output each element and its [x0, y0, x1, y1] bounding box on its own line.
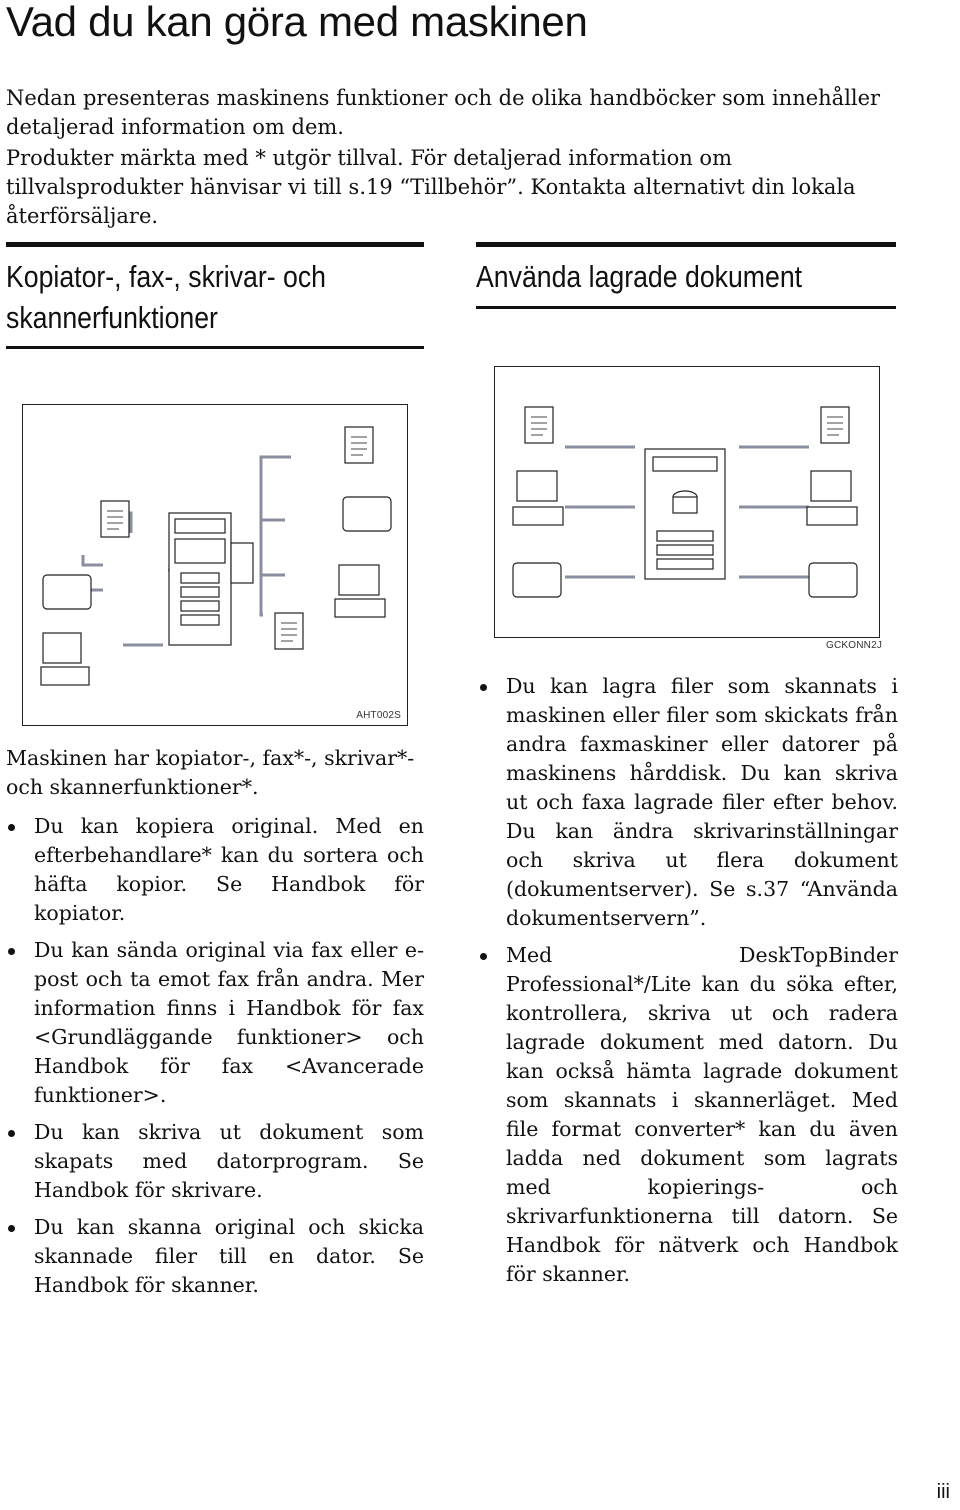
functions-illustration [22, 404, 408, 726]
connector-line [83, 555, 103, 565]
list-item: Du kan kopiera original. Med en efterbehandlare* kan du sortera och häfta kopior. Se Handbok för kopiator. [6, 812, 424, 928]
list-item: Du kan lagra filer som skannats i maskinen eller filer som skickats från andra faxmaskiner eller datorer på maskinens hårddisk. Du kan skriva ut och faxa lagrade filer efter behov. Du kan ändra skrivarinställningar och skriva ut flera dokument (dokumentserver). Se s.37 “Använda dokumentservern”. [478, 672, 898, 933]
connector-line [739, 447, 809, 577]
list-item: Du kan skriva ut dokument som skapats med datorprogram. Se Handbok för skrivare. [6, 1118, 424, 1205]
left-section-heading: Kopiator-, fax-, skrivar- och skannerfunktioner [6, 259, 327, 335]
right-heading-top-rule [476, 242, 896, 247]
connector-line [565, 447, 635, 577]
computer-monitor-icon [43, 633, 81, 663]
list-item: Du kan sända original via fax eller e-post och ta emot fax från andra. Mer information finns i Handbok för fax <Grundläggande funktioner> och Handbok för fax <Avancerade funktioner>. [6, 936, 424, 1110]
computer-monitor-icon [517, 471, 557, 501]
fax-machine-icon [513, 563, 561, 597]
figure-code-right: GCKONN2J [826, 640, 883, 651]
figure-code-left: AHT002S [356, 710, 401, 721]
functions-diagram [23, 405, 407, 725]
document-icon [101, 501, 129, 537]
right-bullet-list [478, 672, 898, 1289]
fax-machine-icon [809, 563, 857, 597]
fax-machine-icon [343, 497, 391, 531]
computer-base-icon [513, 507, 563, 525]
right-section-heading: Använda lagrade dokument [476, 259, 803, 294]
list-item: Du kan skanna original och skicka skannade filer till en dator. Se Handbok för skanner. [6, 1213, 424, 1300]
intro-paragraph-1: Nedan presenteras maskinens funktioner och de olika handböcker som innehåller detaljerad information om dem. [6, 86, 881, 139]
left-bullet-list [6, 812, 424, 1300]
connector-line [83, 590, 163, 645]
fax-machine-icon [43, 575, 91, 609]
document-icon [345, 427, 373, 463]
left-body [6, 744, 424, 1308]
document-icon [821, 407, 849, 443]
computer-base-icon [335, 599, 385, 617]
right-body [478, 672, 898, 1297]
left-heading-top-rule [6, 242, 424, 247]
computer-monitor-icon [339, 565, 379, 595]
left-lead-paragraph: Maskinen har kopiator-, fax*-, skrivar*- och skannerfunktioner*. [6, 746, 415, 799]
page-number: iii [936, 1481, 950, 1503]
intro [6, 84, 906, 233]
document-server-diagram [495, 367, 879, 637]
document-icon [525, 407, 553, 443]
page-title: Vad du kan göra med maskinen [6, 0, 588, 45]
computer-base-icon [41, 667, 89, 685]
left-heading-bottom-rule [6, 346, 424, 349]
document-icon [275, 613, 303, 649]
document-server-illustration [494, 366, 880, 638]
computer-base-icon [807, 507, 857, 525]
right-heading-bottom-rule [476, 306, 896, 309]
connector-line [261, 457, 291, 615]
computer-monitor-icon [811, 471, 851, 501]
list-item: Med DeskTopBinder Professional*/Lite kan du söka efter, kontrollera, skriva ut och radera lagrade dokument med datorn. Du kan också hämta lagrade dokument som skannats i skannerläget. Med file format converter* kan du även ladda ned dokument som lagrats med kopierings- och skrivarfunktionerna till datorn. Se Handbok för nätverk och Handbok för skanner. [478, 941, 898, 1289]
intro-paragraph-2: Produkter märkta med * utgör tillval. För detaljerad information om tillvalsprodukter hänvisar vi till s.19 “Tillbehör”. Kontakta alternativt din lokala återförsäljare. [6, 146, 856, 228]
